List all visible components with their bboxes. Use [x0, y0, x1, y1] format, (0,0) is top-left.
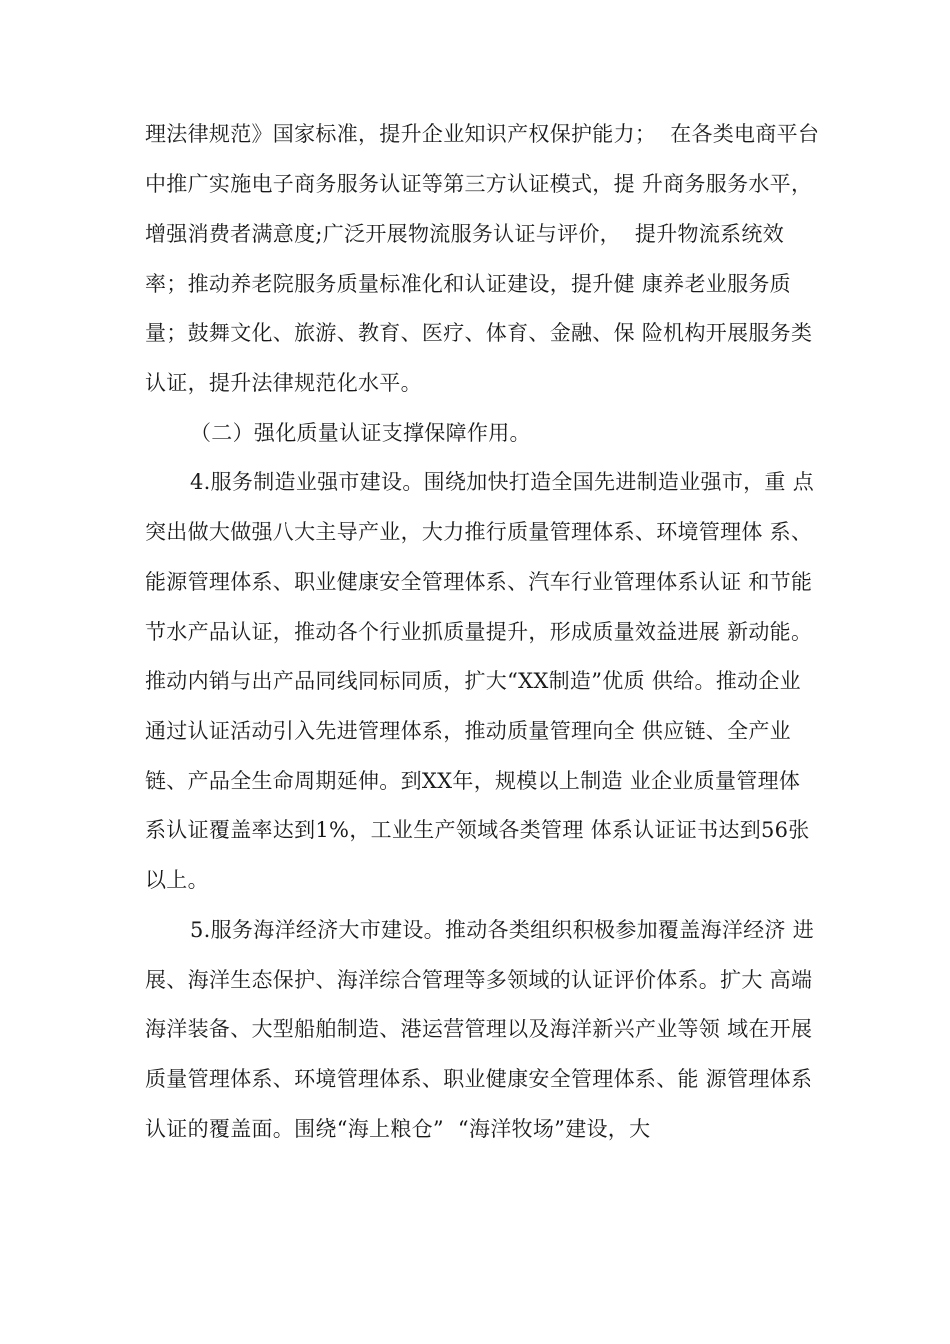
text-line: 认证，提升法律规范化水平。	[145, 371, 422, 395]
text-line: 系认证覆盖率达到1%，工业生产领域各类管理 体系认证证书达到56张	[145, 818, 810, 842]
text-line: 能源管理体系、职业健康安全管理体系、汽车行业管理体系认证 和节能	[145, 570, 813, 594]
text-line: 中推广实施电子商务服务认证等第三方认证模式，提 升商务服务水平，	[145, 172, 813, 196]
section-heading: （二）强化质量认证支撑保障作用。	[190, 421, 531, 445]
text-line: 率；推动养老院服务质量标准化和认证建设，提升健 康养老业服务质	[145, 272, 791, 296]
text-line: 展、海洋生态保护、海洋综合管理等多领域的认证评价体系。扩大 高端	[145, 968, 813, 992]
text-line: 突出做大做强八大主导产业，大力推行质量管理体系、环境管理体 系、	[145, 520, 813, 544]
text-line: 节水产品认证，推动各个行业抓质量提升，形成质量效益进展 新动能。	[145, 620, 813, 644]
paragraph-start: 5.服务海洋经济大市建设。推动各类组织积极参加覆盖海洋经济 进	[190, 918, 815, 942]
text-line: 以上。	[145, 868, 209, 892]
text-line: 质量管理体系、环境管理体系、职业健康安全管理体系、能 源管理体系	[145, 1067, 813, 1091]
text-line: 通过认证活动引入先进管理体系，推动质量管理向全 供应链、全产业	[145, 719, 791, 743]
text-line: 认证的覆盖面。围绕“海上粮仓” “海洋牧场”建设，大	[145, 1117, 651, 1141]
paragraph-start: 4.服务制造业强市建设。围绕加快打造全国先进制造业强市，重 点	[190, 470, 815, 494]
text-line: 理法律规范》国家标准，提升企业知识产权保护能力； 在各类电商平台	[145, 122, 820, 146]
text-line: 海洋装备、大型船舶制造、港运营管理以及海洋新兴产业等领 域在开展	[145, 1017, 813, 1041]
text-line: 链、产品全生命周期延伸。到XX年，规模以上制造 业企业质量管理体	[145, 769, 801, 793]
text-line: 推动内销与出产品同线同标同质，扩大“XX制造”优质 供给。推动企业	[145, 669, 801, 693]
text-line: 量；鼓舞文化、旅游、教育、医疗、体育、金融、保 险机构开展服务类	[145, 321, 813, 345]
text-line: 增强消费者满意度;广泛开展物流服务认证与评价， 提升物流系统效	[145, 222, 785, 246]
